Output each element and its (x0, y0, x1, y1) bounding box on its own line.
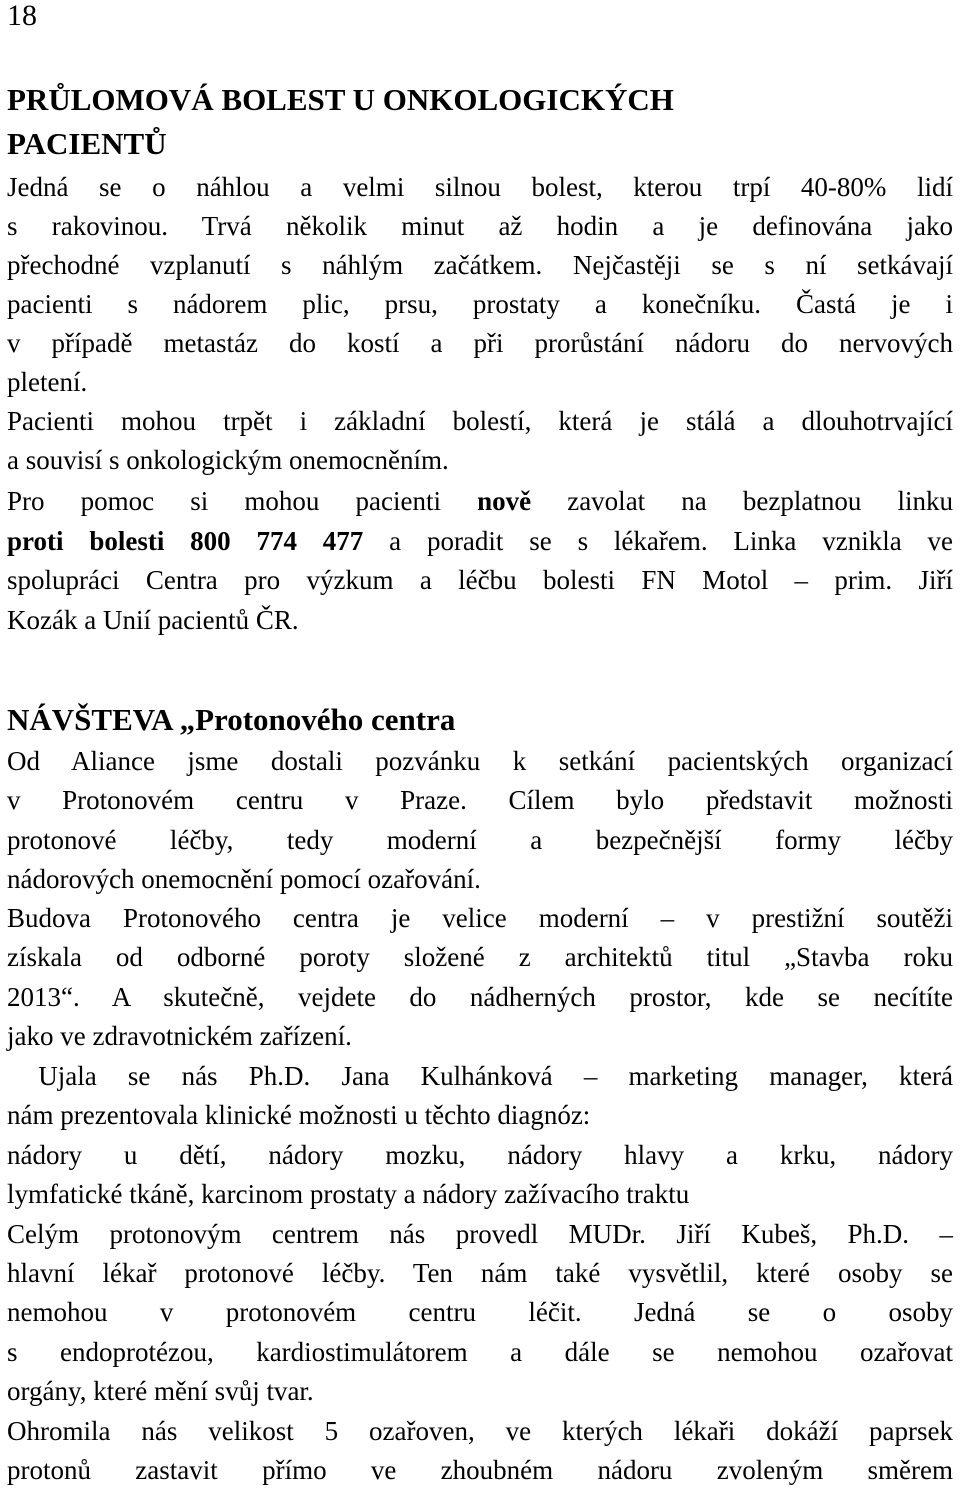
section-heading-line: PRŮLOMOVÁ BOLEST U ONKOLOGICKÝCH (7, 82, 674, 117)
paragraph-line: Ohromila nás velikost 5 ozařoven, ve kterých lékaři dokáží paprsek (7, 1416, 953, 1446)
paragraph-line: Ujala se nás Ph.D. Jana Kulhánková – marketing manager, která (7, 1061, 953, 1091)
paragraph-line: nádorových onemocnění pomocí ozařování. (7, 864, 481, 894)
paragraph-line: s rakovinou. Trvá několik minut až hodin a je definována jako (7, 211, 953, 241)
paragraph-line: s endoprotézou, kardiostimulátorem a dále se nemohou ozařovat (7, 1337, 953, 1367)
hotline-text: zavolat na bezplatnou linku (531, 486, 953, 516)
hotline-emphasis: nově (477, 486, 532, 516)
page-number: 18 (7, 0, 37, 32)
paragraph-line: nemohou v protonovém centru léčit. Jedná se o osoby (7, 1297, 953, 1327)
paragraph-line: získala od odborné poroty složené z architektů titul „Stavba roku (7, 942, 953, 972)
paragraph-line: jako ve zdravotnickém zařízení. (7, 1021, 352, 1051)
hotline-text: Pro pomoc si mohou pacienti (7, 486, 478, 516)
paragraph-line: protonové léčby, tedy moderní a bezpečnější formy léčby (7, 825, 953, 855)
paragraph-line: 2013“. A skutečně, vejdete do nádherných prostor, kde se necítíte (7, 982, 953, 1012)
section-heading-line: PACIENTŮ (7, 126, 167, 161)
hotline-line (7, 524, 953, 558)
paragraph-line: Celým protonovým centrem nás provedl MUDr. Jiří Kubeš, Ph.D. – (7, 1219, 953, 1249)
section-heading: NÁVŠTEVA „Protonového centra (7, 702, 456, 737)
paragraph-line: v Protonovém centru v Praze. Cílem bylo představit možnosti (7, 785, 953, 815)
paragraph-line: a souvisí s onkologickým onemocněním. (7, 445, 449, 475)
hotline-number: proti bolesti 800 774 477 (7, 526, 364, 556)
hotline-line (7, 484, 953, 518)
paragraph-line: Pacienti mohou trpět i základní bolestí, která je stálá a dlouhotrvající (7, 406, 953, 436)
paragraph-line: přechodné vzplanutí s náhlým začátkem. Nejčastěji se s ní setkávají (7, 250, 953, 280)
hotline-text: a poradit se s lékařem. Linka vznikla ve (363, 526, 953, 556)
paragraph-line: protonů zastavit přímo ve zhoubném nádoru zvoleným směrem (7, 1455, 953, 1485)
paragraph-line: hlavní lékař protonové léčby. Ten nám také vysvětlil, které osoby se (7, 1258, 953, 1288)
paragraph-line: Od Aliance jsme dostali pozvánku k setkání pacientských organizací (7, 746, 953, 776)
paragraph-line: Jedná se o náhlou a velmi silnou bolest, kterou trpí 40-80% lidí (7, 172, 953, 202)
paragraph-line: nádory u dětí, nádory mozku, nádory hlavy a krku, nádory (7, 1140, 953, 1170)
paragraph-line: spolupráci Centra pro výzkum a léčbu bolesti FN Motol – prim. Jiří (7, 565, 953, 595)
paragraph-line: v případě metastáz do kostí a při prorůstání nádoru do nervových (7, 328, 953, 358)
paragraph-line: lymfatické tkáně, karcinom prostaty a nádory zažívacího traktu (7, 1179, 690, 1209)
paragraph-line: nám prezentovala klinické možnosti u těchto diagnóz: (7, 1100, 591, 1130)
paragraph-line: Budova Protonového centra je velice moderní – v prestižní soutěži (7, 903, 953, 933)
paragraph-line: orgány, které mění svůj tvar. (7, 1376, 314, 1406)
paragraph-line: pletení. (7, 367, 88, 397)
paragraph-line: Kozák a Unií pacientů ČR. (7, 605, 299, 635)
paragraph-line: pacienti s nádorem plic, prsu, prostaty a konečníku. Častá je i (7, 289, 953, 319)
